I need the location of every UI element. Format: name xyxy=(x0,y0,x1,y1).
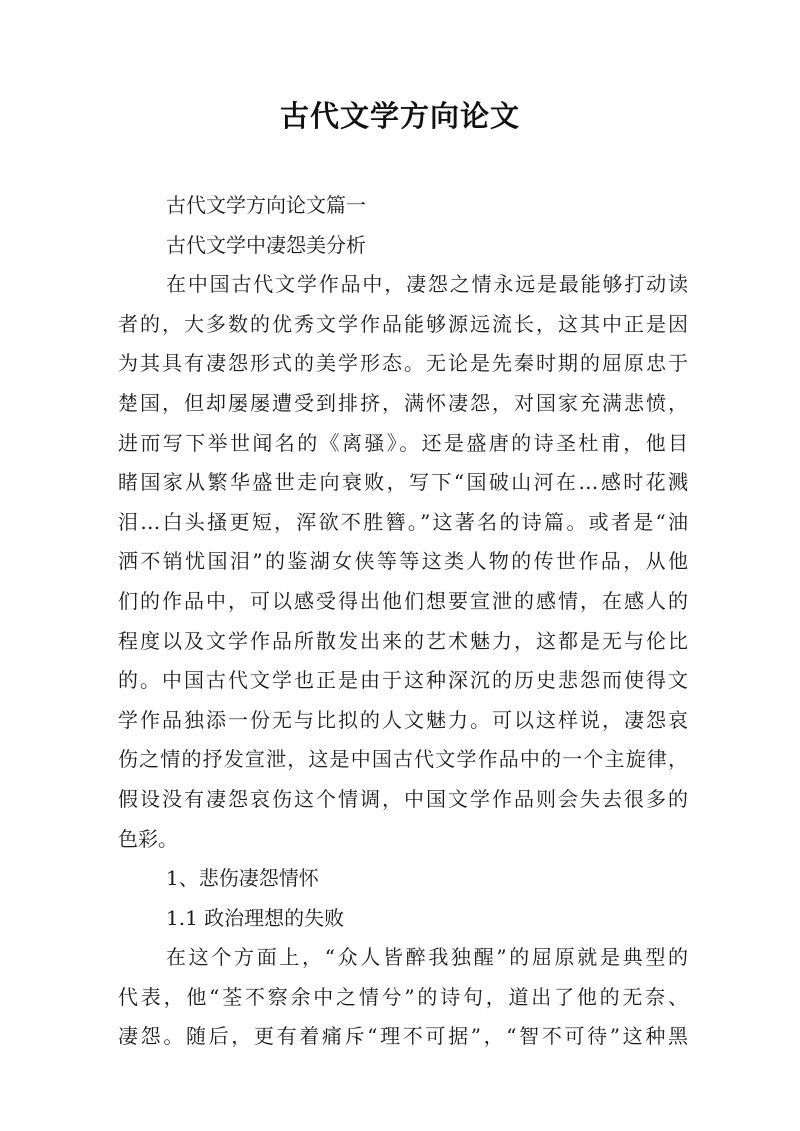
document-title: 古代文学方向论文 xyxy=(279,99,520,133)
text-line: 代表，他“荃不察余中之情兮”的诗句，道出了他的无奈、 xyxy=(118,984,688,1009)
text-line: 进而写下举世闻名的《离骚》。还是盛唐的诗圣杜甫，他目 xyxy=(118,430,688,455)
document-body xyxy=(118,186,688,1057)
text-line: 楚国，但却屡屡遭受到排挤，满怀凄怨，对国家充满悲愤， xyxy=(118,390,688,415)
text-line: 古代文学中凄怨美分析 xyxy=(166,232,366,257)
text-line: 在中国古代文学作品中，凄怨之情永远是最能够打动读 xyxy=(166,272,688,297)
text-line: 的。中国古代文学也正是由于这种深沉的历史悲怨而使得文 xyxy=(118,668,688,693)
text-line: 1.1 政治理想的失败 xyxy=(166,905,345,930)
text-line: 为其具有凄怨形式的美学形态。无论是先秦时期的屈原忠于 xyxy=(118,351,688,376)
text-line: 者的，大多数的优秀文学作品能够源远流长，这其中正是因 xyxy=(118,311,688,336)
text-line: 泪…白头搔更短，浑欲不胜簪。”这著名的诗篇。或者是“油 xyxy=(118,509,688,534)
text-line: 凄怨。随后，更有着痛斥“理不可据”，“智不可待”这种黑 xyxy=(118,1024,688,1049)
text-line: 洒不销忧国泪”的鉴湖女侠等等这类人物的传世作品，从他 xyxy=(118,549,688,574)
text-line: 们的作品中，可以感受得出他们想要宣泄的感情，在感人的 xyxy=(118,588,688,613)
text-line: 假设没有凄怨哀伤这个情调，中国文学作品则会失去很多的 xyxy=(118,786,688,811)
text-line: 睹国家从繁华盛世走向衰败，写下“国破山河在…感时花溅 xyxy=(118,470,688,495)
text-line: 程度以及文学作品所散发出来的艺术魅力，这都是无与伦比 xyxy=(118,628,688,653)
text-line: 伤之情的抒发宣泄，这是中国古代文学作品中的一个主旋律， xyxy=(118,747,688,772)
text-line: 古代文学方向论文篇一 xyxy=(166,193,366,217)
text-line: 1、悲伤凄怨情怀 xyxy=(166,866,319,891)
text-line: 学作品独添一份无与比拟的人文魅力。可以这样说，凄怨哀 xyxy=(118,707,688,732)
text-line: 色彩。 xyxy=(118,826,178,851)
text-line: 在这个方面上，“众人皆醉我独醒”的屈原就是典型的 xyxy=(166,945,688,970)
